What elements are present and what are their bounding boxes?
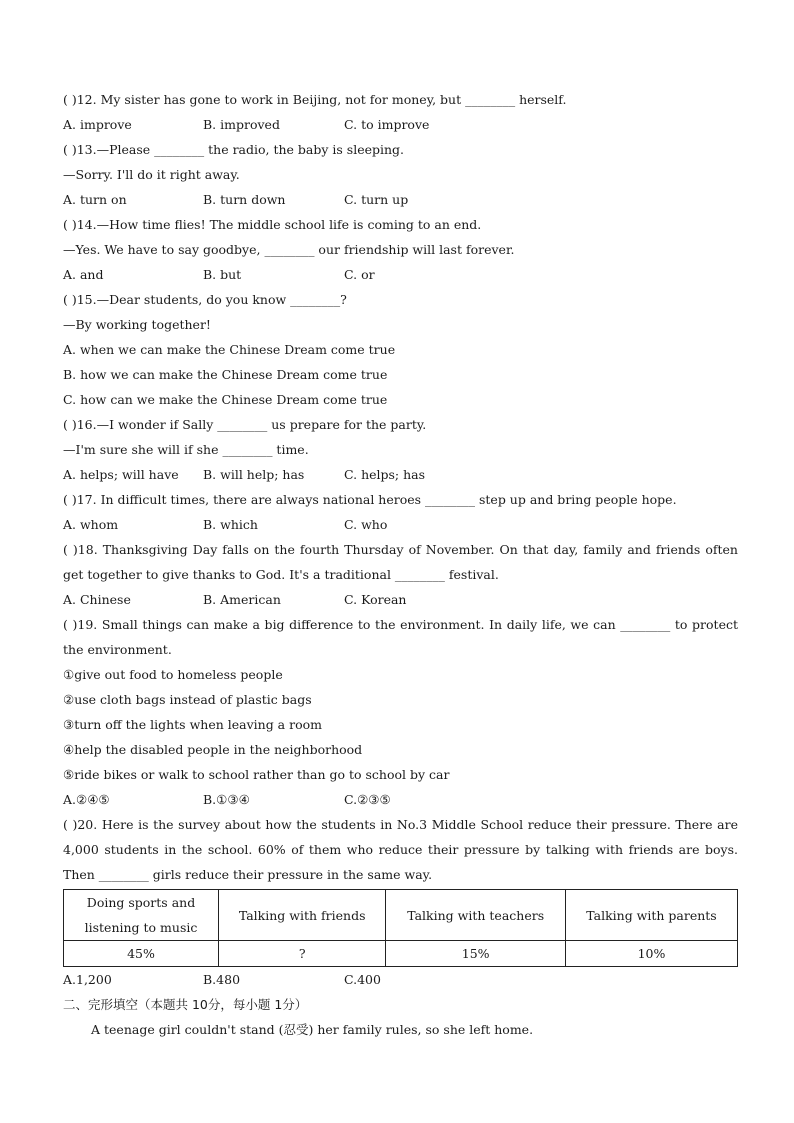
- table-cell: 45%: [64, 941, 219, 967]
- option-a: A. turn on: [63, 192, 127, 207]
- option-c: C. how can we make the Chinese Dream come true: [63, 392, 388, 407]
- question-13-stem: ( )13.—Please ________ the radio, the baby is sleeping.: [63, 142, 405, 157]
- option-a: A. Chinese: [63, 592, 131, 607]
- table-cell: 10%: [566, 941, 738, 967]
- table-row: [64, 941, 738, 967]
- question-13-options: [63, 187, 738, 212]
- list-item: ④help the disabled people in the neighborhood: [63, 742, 363, 757]
- option-b: B. American: [203, 592, 281, 607]
- list-item: ③turn off the lights when leaving a room: [63, 717, 322, 732]
- option-b: B.①③④: [203, 792, 250, 807]
- option-c: C. or: [344, 267, 375, 282]
- question-16-reply: —I'm sure she will if she ________ time.: [63, 442, 309, 457]
- option-c: C. Korean: [344, 592, 407, 607]
- question-12-stem: ( )12. My sister has gone to work in Beijing, not for money, but ________ herself.: [63, 92, 567, 107]
- question-19-options: [63, 787, 738, 812]
- option-b: B. improved: [203, 117, 280, 132]
- table-cell: ?: [219, 941, 386, 967]
- list-item: ①give out food to homeless people: [63, 667, 283, 682]
- question-14-options: [63, 262, 738, 287]
- option-b: B. how we can make the Chinese Dream come true: [63, 367, 388, 382]
- question-12-options: [63, 112, 738, 137]
- passage-first-line: A teenage girl couldn't stand (忍受) her family rules, so she left home.: [91, 1022, 534, 1037]
- option-a: A. whom: [63, 517, 119, 532]
- option-a: A. improve: [63, 117, 132, 132]
- survey-table: [63, 889, 738, 967]
- option-a: A. when we can make the Chinese Dream come true: [63, 342, 396, 357]
- question-16-options: [63, 462, 738, 487]
- option-a: A. helps; will have: [63, 467, 179, 482]
- option-b: B. which: [203, 517, 258, 532]
- option-b: B. but: [203, 267, 242, 282]
- question-15-reply: —By working together!: [63, 317, 211, 332]
- list-item: ②use cloth bags instead of plastic bags: [63, 692, 312, 707]
- table-header-cell: Doing sports and listening to music: [64, 890, 219, 941]
- option-b: B. will help; has: [203, 467, 305, 482]
- exam-page: [63, 87, 738, 1042]
- option-b: B. turn down: [203, 192, 286, 207]
- question-13-reply: —Sorry. I'll do it right away.: [63, 167, 240, 182]
- option-c: C.400: [344, 972, 381, 987]
- table-header-cell: Talking with teachers: [386, 890, 566, 941]
- question-18-stem: ( )18. Thanksgiving Day falls on the fourth Thursday of November. On that day, family and friends often get together to give thanks to God. It's a traditional ________ festival.: [63, 542, 738, 582]
- option-c: C. turn up: [344, 192, 409, 207]
- option-b: B.480: [203, 972, 241, 987]
- option-c: C. who: [344, 517, 388, 532]
- question-16-stem: ( )16.—I wonder if Sally ________ us prepare for the party.: [63, 417, 427, 432]
- question-15-stem: ( )15.—Dear students, do you know ________?: [63, 292, 347, 307]
- option-c: C. helps; has: [344, 467, 426, 482]
- table-header-cell: Talking with friends: [219, 890, 386, 941]
- question-20-options: [63, 967, 738, 992]
- option-a: A. and: [63, 267, 104, 282]
- question-18-options: [63, 587, 738, 612]
- question-17-stem: ( )17. In difficult times, there are always national heroes ________ step up and bring people hope.: [63, 492, 677, 507]
- question-14-reply: —Yes. We have to say goodbye, ________ our friendship will last forever.: [63, 242, 515, 257]
- question-19-stem: ( )19. Small things can make a big difference to the environment. In daily life, we can ________ to protect the environment.: [63, 617, 738, 657]
- option-c: C.②③⑤: [344, 792, 391, 807]
- option-a: A.1,200: [63, 972, 112, 987]
- list-item: ⑤ride bikes or walk to school rather than go to school by car: [63, 767, 450, 782]
- question-20-stem: ( )20. Here is the survey about how the students in No.3 Middle School reduce their pressure. There are 4,000 students in the school. 60% of them who reduce their pressure by talking with friends are boys. Then ________ girls reduce their pressure in the same way.: [63, 817, 738, 882]
- option-c: C. to improve: [344, 117, 430, 132]
- section-heading: 二、完形填空（本题共 10分，每小题 1分）: [63, 997, 308, 1012]
- table-header-row: [64, 890, 738, 941]
- question-14-stem: ( )14.—How time flies! The middle school life is coming to an end.: [63, 217, 482, 232]
- option-a: A.②④⑤: [63, 792, 110, 807]
- table-cell: 15%: [386, 941, 566, 967]
- question-17-options: [63, 512, 738, 537]
- table-header-cell: Talking with parents: [566, 890, 738, 941]
